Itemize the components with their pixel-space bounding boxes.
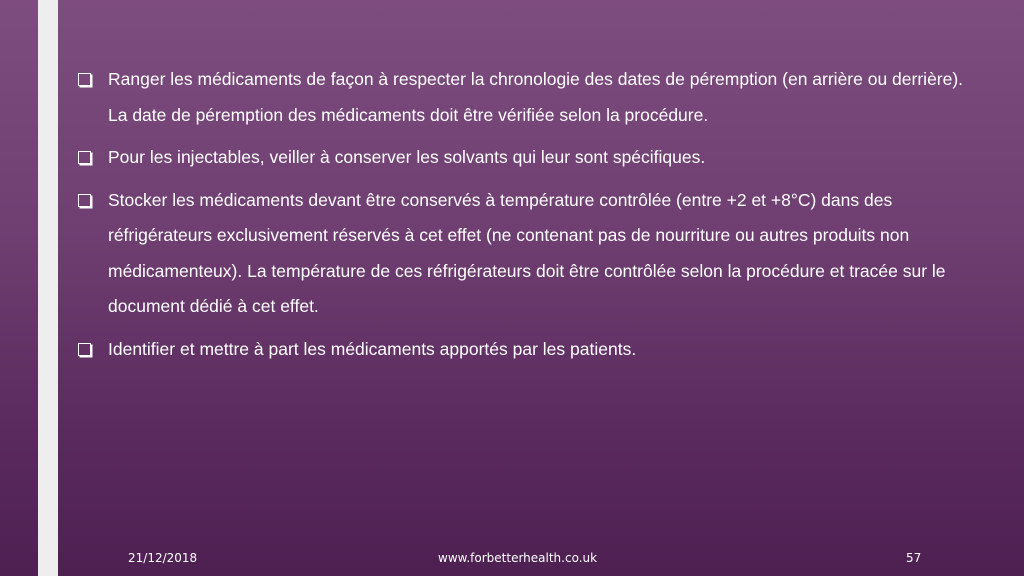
bullet-text: Identifier et mettre à part les médicaments apportés par les patients. xyxy=(108,338,637,359)
checkbox-bullet-icon xyxy=(78,73,91,86)
checkbox-bullet-icon xyxy=(78,194,91,207)
bullet-item xyxy=(78,62,978,133)
bullet-text: Stocker les médicaments devant être conservés à température contrôlée (entre +2 et +8°C) dans des réfrigérateurs exclusivement réservés à cet effet (ne contenant pas de nourriture ou autres produits non médicamenteux). La température de ces réfrigérateurs doit être contrôlée selon la procédure et tracée sur le document dédié à cet effet. xyxy=(108,189,946,316)
page-number: 57 xyxy=(906,551,922,565)
slide-content xyxy=(78,62,978,374)
checkbox-bullet-icon xyxy=(78,343,91,356)
checkbox-bullet-icon xyxy=(78,151,91,164)
bullet-text: Pour les injectables, veiller à conserver les solvants qui leur sont spécifiques. xyxy=(108,147,706,167)
bullet-item xyxy=(78,332,978,368)
bullet-text: Ranger les médicaments de façon à respecter la chronologie des dates de péremption (en arrière ou derrière). La date de péremption des médicaments doit être vérifiée selon la procédure. xyxy=(108,69,964,125)
bullet-item xyxy=(78,183,978,325)
bullet-item xyxy=(78,140,978,176)
footer-date: 21/12/2018 xyxy=(128,551,198,565)
decorative-side-bar xyxy=(38,0,58,576)
footer-website: www.forbetterhealth.co.uk xyxy=(438,551,598,565)
